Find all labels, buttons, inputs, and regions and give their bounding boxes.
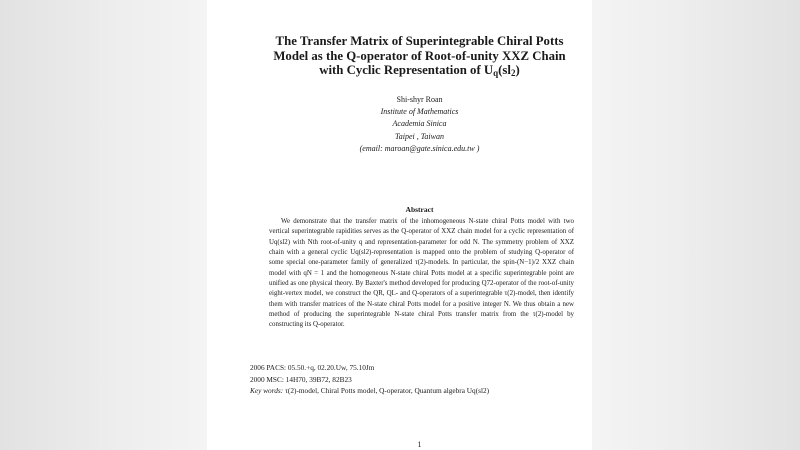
title-line-3-text: with Cyclic Representation of U (319, 63, 494, 77)
background-right (592, 0, 800, 450)
author-email: (email: maroan@gate.sinica.edu.tw ) (359, 143, 480, 153)
author-name: Shi-shyr Roan (396, 95, 443, 104)
title-subscript-q: q (493, 68, 499, 78)
author-institute: Institute of Mathematics (380, 107, 459, 117)
abstract-heading: Abstract (405, 205, 434, 214)
page-number: 1 (417, 440, 422, 449)
title-line-1: The Transfer Matrix of Superintegrable Chiral Potts (275, 34, 564, 48)
title-subscript-2: 2 (510, 68, 516, 78)
background-left (0, 0, 207, 450)
pacs-line: 2006 PACS: 05.50.+q, 02.20.Uw, 75.10Jm (250, 363, 375, 372)
keywords-label: Key words: (250, 386, 284, 396)
author-city: Taipei , Taiwan (395, 131, 444, 141)
document-page (207, 0, 592, 450)
abstract-text: We demonstrate that the transfer matrix of the inhomogeneous N-state chiral Potts model with two vertical superintegrable rapidities serves as the Q-operator of XXZ chain model for a cyclic representation of Uq(sl2) with Nth root-of-unity q and representation-parameter for odd N. The symmetry problem of XXZ chain with a general cyclic Uq(sl2)-representation is mapped onto the problem of studying Q-operator of some special one-parameter family of generalized τ(2)-models. In particular, the spin-(N−1)/2 XXZ chain model with qN = 1 and the homogeneous N-state chiral Potts model at a specific superintegrable point are unified as one physical theory. By Baxter's method developed for producing Q72-operator of the root-of-unity eight-vertex model, we construct the QR, QL- and Q-operators of a superintegrable τ(2)-model, then identify them with transfer matrices of the N-state chiral Potts model for a positive integer N. We thus obtain a new method of producing the superintegrable N-state chiral Potts transfer matrix from the τ(2)-model by constructing its Q-operator. (269, 218, 574, 329)
keywords-line (250, 385, 580, 397)
title-line-2: Model as the Q-operator of Root-of-unity XXZ Chain (273, 48, 566, 63)
abstract-body (269, 217, 574, 331)
author-block (247, 94, 592, 155)
msc-line: 2000 MSC: 14H70, 39B72, 82B23 (250, 374, 352, 384)
title-tail: (sl (498, 63, 511, 77)
paper-title (247, 34, 592, 79)
title-end: ) (515, 63, 520, 77)
keywords-text: τ(2)-model, Chiral Potts model, Q-operator, Quantum algebra Uq(sl2) (285, 386, 490, 396)
author-academy: Academia Sinica (392, 119, 447, 129)
classification-block (250, 362, 580, 397)
title-line-3 (247, 63, 592, 79)
